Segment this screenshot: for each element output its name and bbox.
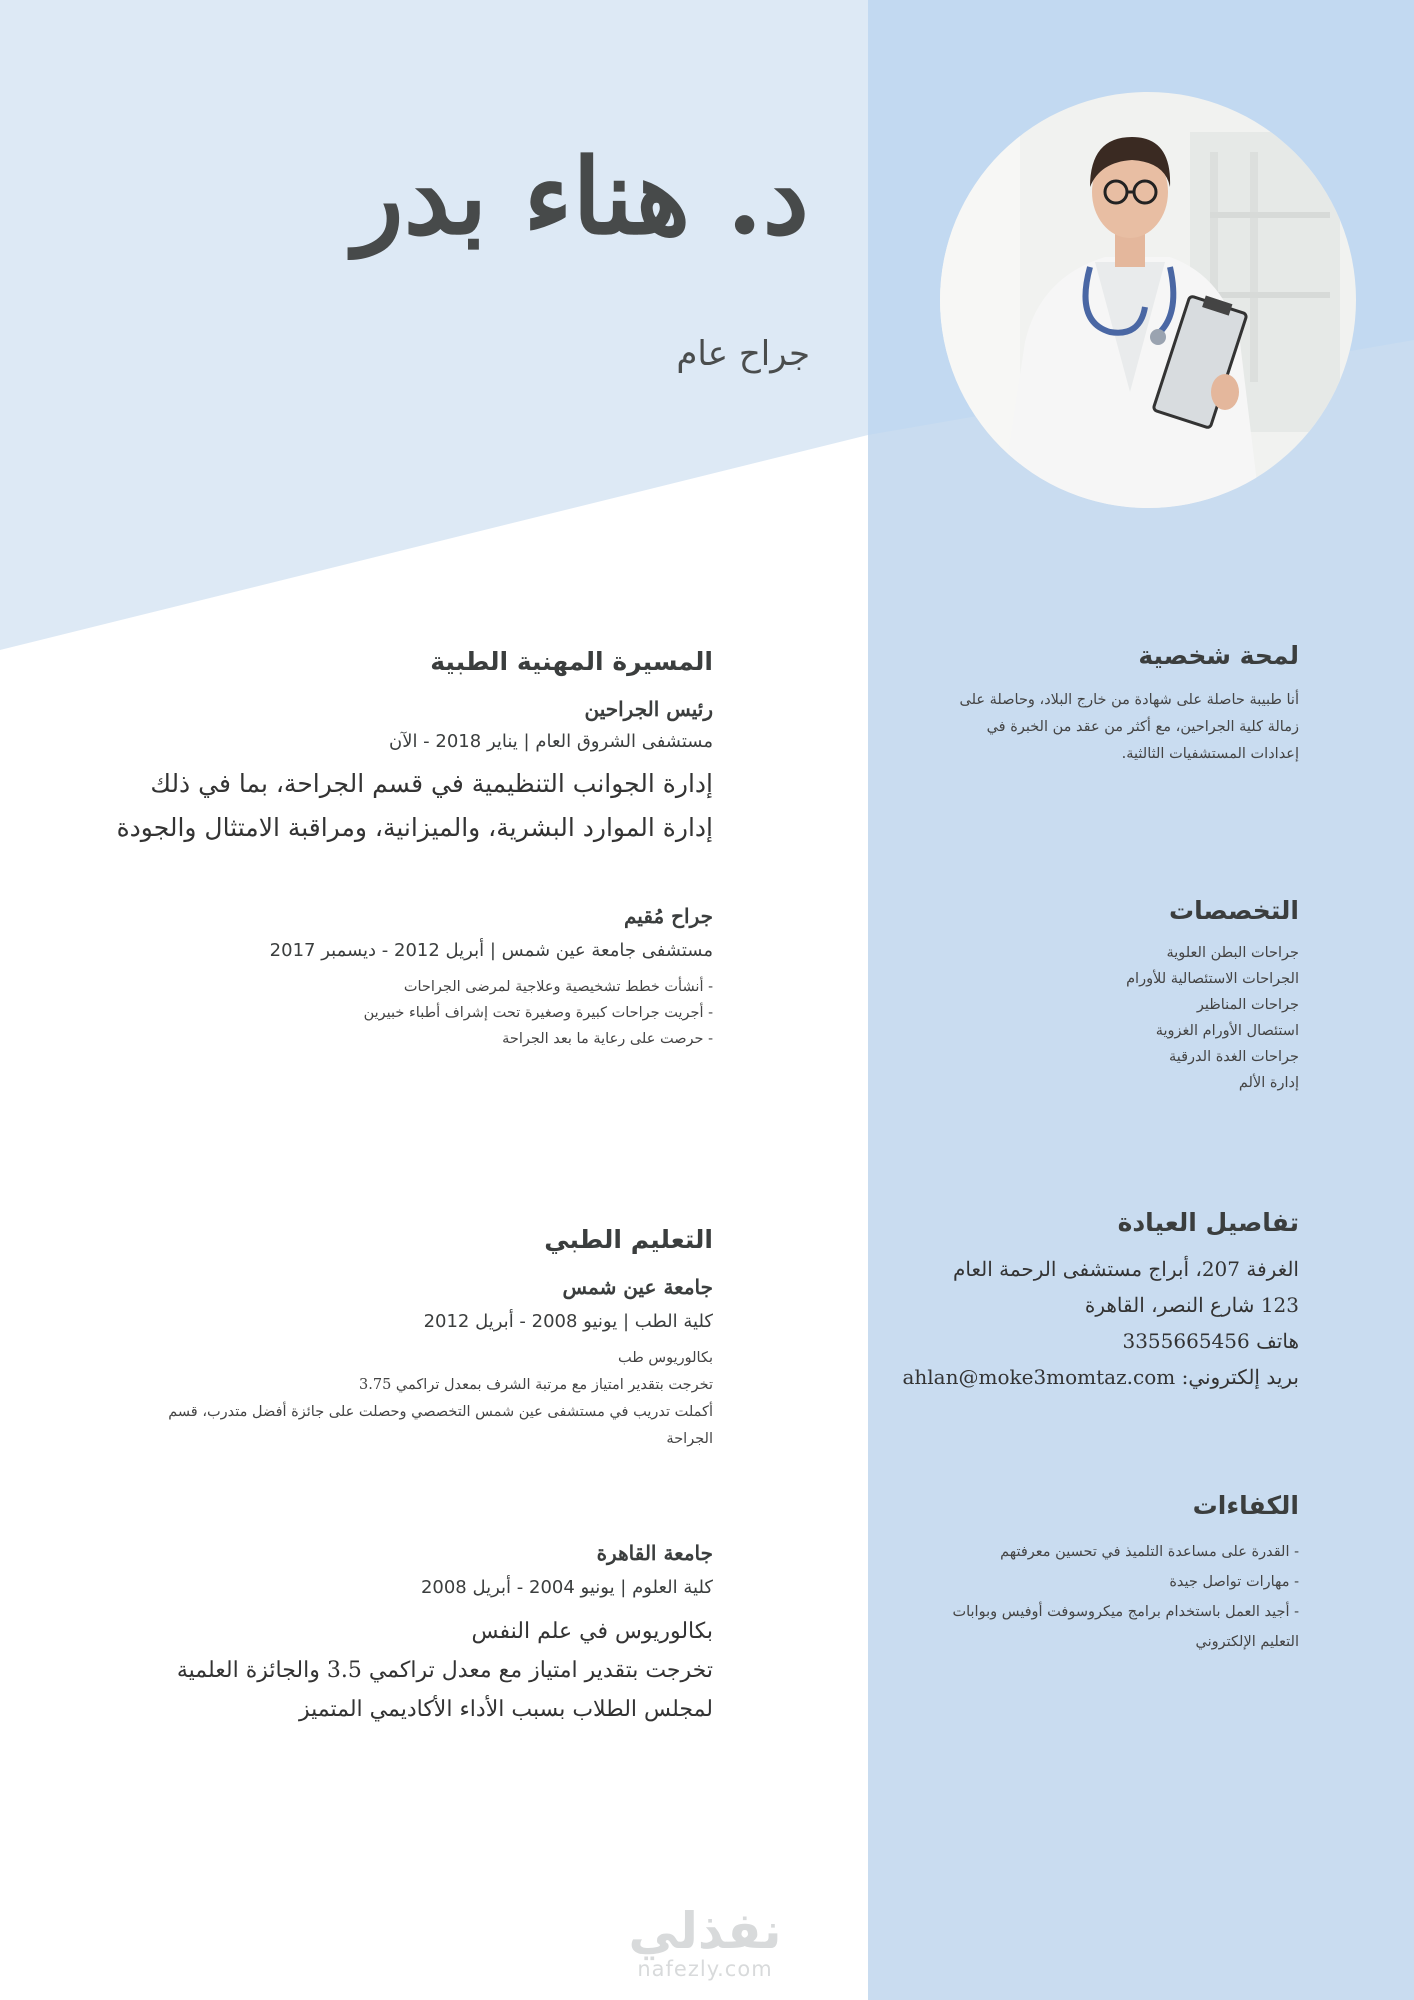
clinic-heading: تفاصيل العيادة — [1117, 1208, 1299, 1237]
list-item: - مهارات تواصل جيدة — [1169, 1574, 1299, 1590]
competencies-heading: الكفاءات — [1192, 1491, 1299, 1520]
profile-text — [879, 687, 1299, 768]
school-line: الجراحة — [666, 1431, 713, 1447]
profile-heading: لمحة شخصية — [1138, 641, 1299, 670]
job-title: جراح عام — [676, 334, 810, 374]
clinic-details — [859, 1251, 1299, 1395]
school-description-2 — [153, 1612, 713, 1729]
job-line: - حرصت على رعاية ما بعد الجراحة — [502, 1031, 713, 1047]
clinic-phone: هاتف 3355665456 — [1122, 1329, 1299, 1353]
list-item: جراحات الغدة الدرقية — [1168, 1049, 1299, 1065]
job-line: إدارة الجوانب التنظيمية في قسم الجراحة، بما في ذلك — [150, 769, 713, 798]
profile-line: زمالة كلية الجراحين، مع أكثر من عقد من الخبرة في — [986, 719, 1299, 735]
watermark-latin: nafezly.com — [637, 1957, 773, 1981]
school-line: أكملت تدريب في مستشفى عين شمس التخصصي وحصلت على جائزة أفضل متدرب، قسم — [168, 1404, 713, 1420]
job-description-2 — [193, 974, 713, 1052]
school-line: تخرجت بتقدير امتياز مع مرتبة الشرف بمعدل تراكمي 3.75 — [359, 1377, 713, 1393]
job-title-1: رئيس الجراحين — [584, 697, 713, 721]
education-heading: التعليم الطبي — [544, 1225, 713, 1254]
watermark-arabic: نفذلي — [628, 1902, 782, 1960]
list-item: - أجيد العمل باستخدام برامج ميكروسوفت أوفيس وبوابات — [952, 1604, 1299, 1620]
school-line: لمجلس الطلاب بسبب الأداء الأكاديمي المتميز — [298, 1697, 713, 1722]
clinic-address-line1: الغرفة 207، أبراج مستشفى الرحمة العام — [952, 1257, 1299, 1281]
school-meta-1: كلية الطب | يونيو 2008 - أبريل 2012 — [423, 1311, 713, 1332]
clinic-address-line2: 123 شارع النصر، القاهرة — [1084, 1293, 1299, 1317]
job-meta-1: مستشفى الشروق العام | يناير 2018 - الآن — [388, 731, 713, 752]
list-item: جراحات البطن العلوية — [1166, 945, 1299, 961]
list-item: إدارة الألم — [1238, 1075, 1299, 1091]
profile-line: إعدادات المستشفيات الثالثية. — [1121, 746, 1299, 762]
list-item: - القدرة على مساعدة التلميذ في تحسين معرفتهم — [1000, 1544, 1299, 1560]
job-meta-2: مستشفى جامعة عين شمس | أبريل 2012 - ديسمبر 2017 — [269, 940, 713, 961]
competencies-list — [879, 1537, 1299, 1657]
job-line: إدارة الموارد البشرية، والميزانية، ومراقبة الامتثال والجودة — [116, 813, 713, 842]
list-item: استئصال الأورام الغزوية — [1155, 1023, 1299, 1039]
specialties-list — [899, 940, 1299, 1096]
school-description-1 — [153, 1345, 713, 1453]
list-item: جراحات المناظير — [1196, 997, 1299, 1013]
school-line: تخرجت بتقدير امتياز مع معدل تراكمي 3.5 والجائزة العلمية — [176, 1658, 713, 1683]
school-meta-2: كلية العلوم | يونيو 2004 - أبريل 2008 — [420, 1577, 713, 1598]
school-name-2: جامعة القاهرة — [596, 1541, 713, 1565]
job-line: - أجريت جراحات كبيرة وصغيرة تحت إشراف أطباء خبيرين — [363, 1005, 713, 1021]
job-title-2: جراح مُقيم — [623, 904, 713, 928]
list-item: التعليم الإلكتروني — [1195, 1634, 1299, 1650]
clinic-email: بريد إلكتروني: ahlan@moke3momtaz.com — [902, 1365, 1299, 1389]
school-line: بكالوريوس في علم النفس — [471, 1619, 713, 1644]
watermark — [615, 1902, 795, 1981]
job-description-1 — [93, 762, 713, 850]
school-line: بكالوريوس طب — [618, 1350, 713, 1366]
doctor-name: د. هناء بدر — [353, 135, 809, 258]
career-heading: المسيرة المهنية الطبية — [430, 647, 713, 676]
profile-photo — [940, 92, 1356, 508]
specialties-heading: التخصصات — [1169, 896, 1299, 925]
school-name-1: جامعة عين شمس — [562, 1275, 713, 1299]
profile-line: أنا طبيبة حاصلة على شهادة من خارج البلاد، وحاصلة على — [959, 692, 1299, 708]
list-item: الجراحات الاستئصالية للأورام — [1126, 971, 1299, 987]
job-line: - أنشأت خطط تشخيصية وعلاجية لمرضى الجراحات — [403, 979, 713, 995]
